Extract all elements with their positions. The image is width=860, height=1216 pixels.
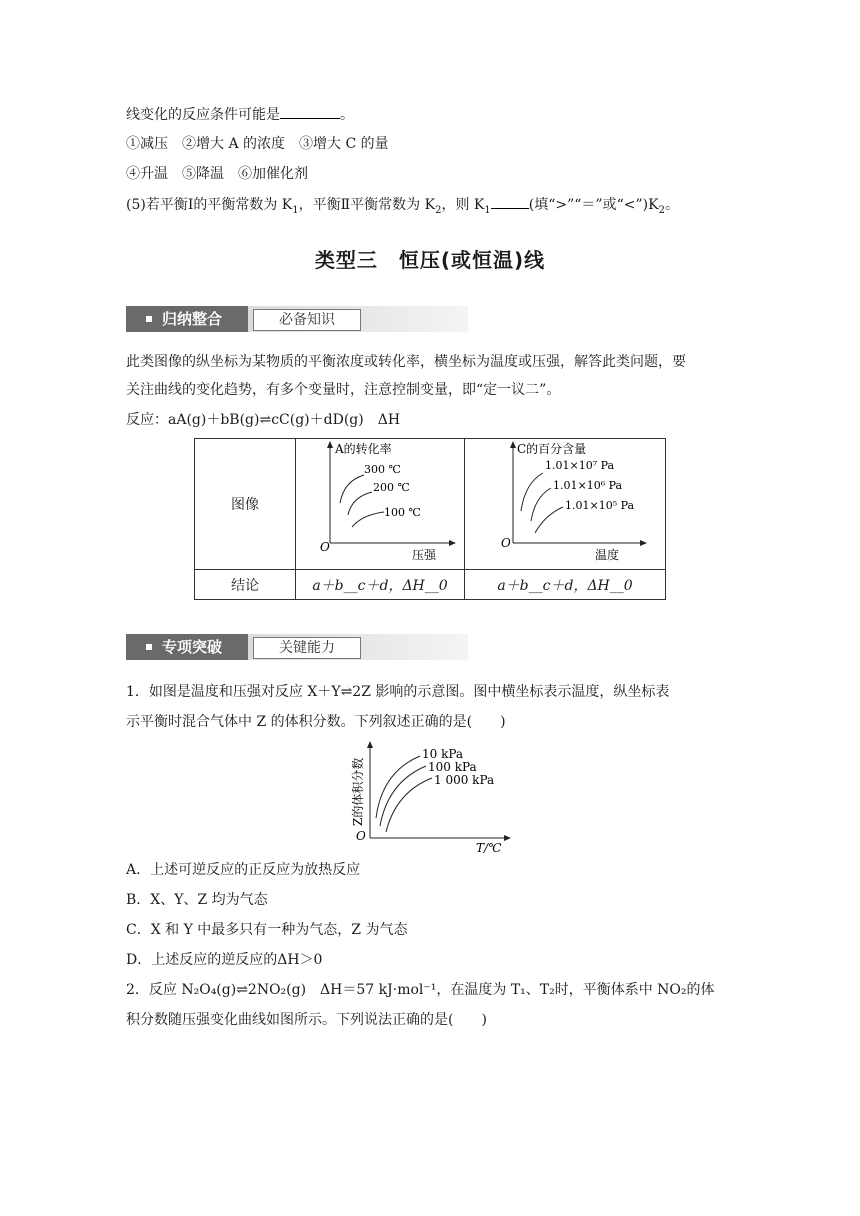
percentage-vs-temperature-chart	[465, 439, 665, 565]
banner-summary: 归纳整合 必备知识	[126, 306, 468, 332]
summary-table	[194, 438, 666, 600]
curve-100	[352, 512, 384, 527]
curve-label-1e6: 1.01×10⁶ Pa	[553, 479, 623, 492]
intro-paragraph-1: 此类图像的纵坐标为某物质的平衡浓度或转化率，横坐标为温度或压强，解答此类问题，要	[126, 354, 686, 370]
curve-label-200: 200 ℃	[373, 481, 410, 494]
conversion-vs-pressure-chart	[296, 439, 464, 565]
conclusion-2: a＋b__c＋d，ΔH__0	[465, 570, 666, 600]
section-title: 类型三 恒压(或恒温)线	[314, 248, 546, 272]
curve-label-1e5: 1.01×10⁵ Pa	[565, 499, 635, 512]
curve-100kpa	[380, 766, 426, 826]
curve-label-100kpa: 100 kPa	[428, 760, 477, 774]
intro-paragraph-2: 关注曲线的变化趋势，有多个变量时，注意控制变量，即“定一议二”。	[126, 382, 561, 398]
y-axis-label: C的百分含量	[517, 442, 587, 456]
chart-cell-1	[296, 439, 465, 570]
reaction-equation: 反应：aA(g)＋bB(g)⇌cC(g)＋dD(g) ΔH	[126, 412, 401, 428]
answer-blank	[491, 194, 529, 209]
square-bullet-icon	[146, 644, 152, 650]
curve-label-100: 100 ℃	[384, 506, 421, 519]
curve-label-1e7: 1.01×10⁷ Pa	[545, 459, 615, 472]
origin-label: O	[320, 540, 330, 554]
curve-label-1000kpa: 1 000 kPa	[434, 773, 495, 787]
z-fraction-vs-temperature-chart	[316, 738, 516, 856]
curve-label-300: 300 ℃	[364, 463, 401, 476]
option-line-1: ①减压 ②增大 A 的浓度 ③增大 C 的量	[126, 136, 389, 152]
continued-question-line: 线变化的反应条件可能是 。	[126, 104, 354, 125]
chart-cell-2	[465, 439, 666, 570]
option-a: A．上述可逆反应的正反应为放热反应	[126, 862, 361, 878]
curve-1000kpa	[386, 778, 432, 832]
question-1-line-2: 示平衡时混合气体中 Z 的体积分数。下列叙述正确的是( )	[126, 714, 506, 730]
curve-200	[348, 492, 372, 515]
option-d: D．上述反应的逆反应的ΔH＞0	[126, 952, 323, 968]
question-2-line-2: 积分数随压强变化曲线如图所示。下列说法正确的是( )	[126, 1012, 487, 1028]
question-5: (5)若平衡Ⅰ的平衡常数为 $K_1$，平衡Ⅱ平衡常数为 $K_2$，则 $K_1$ (填“>”“＝”或“$<”)K_2$。	[126, 194, 679, 221]
question-1-line-1: 1．如图是温度和压强对反应 X＋Y⇌2Z 影响的示意图。图中横坐标表示温度，纵坐标表	[126, 684, 670, 700]
row-label-conclusion: 结论	[195, 570, 296, 600]
curve-1e7	[521, 473, 543, 511]
origin-label: O	[356, 829, 366, 843]
square-bullet-icon	[146, 316, 152, 322]
origin-label: O	[501, 536, 511, 550]
row-label-image: 图像	[195, 439, 296, 570]
question-2-line-1: 2．反应 N₂O₄(g)⇌2NO₂(g) ΔH＝57 kJ·mol⁻¹，在温度为 T₁、T₂时，平衡体系中 NO₂的体	[126, 982, 715, 998]
x-axis-label: 压强	[412, 548, 437, 562]
option-line-2: ④升温 ⑤降温 ⑥加催化剂	[126, 166, 308, 182]
x-axis-label: T/℃	[476, 841, 502, 855]
curve-label-10kpa: 10 kPa	[422, 747, 464, 761]
curve-10kpa	[376, 756, 420, 818]
curve-300	[340, 475, 364, 503]
answer-blank	[280, 104, 340, 119]
x-axis-label: 温度	[595, 548, 620, 562]
curve-1e5	[535, 507, 563, 533]
y-axis-label: A的转化率	[335, 442, 392, 456]
y-axis-label: Z的体积分数	[351, 757, 365, 826]
conclusion-1: a＋b__c＋d，ΔH__0	[296, 570, 465, 600]
option-c: C．X 和 Y 中最多只有一种为气态，Z 为气态	[126, 922, 408, 938]
option-b: B．X、Y、Z 均为气态	[126, 892, 268, 908]
banner-practice: 专项突破 关键能力	[126, 634, 468, 660]
